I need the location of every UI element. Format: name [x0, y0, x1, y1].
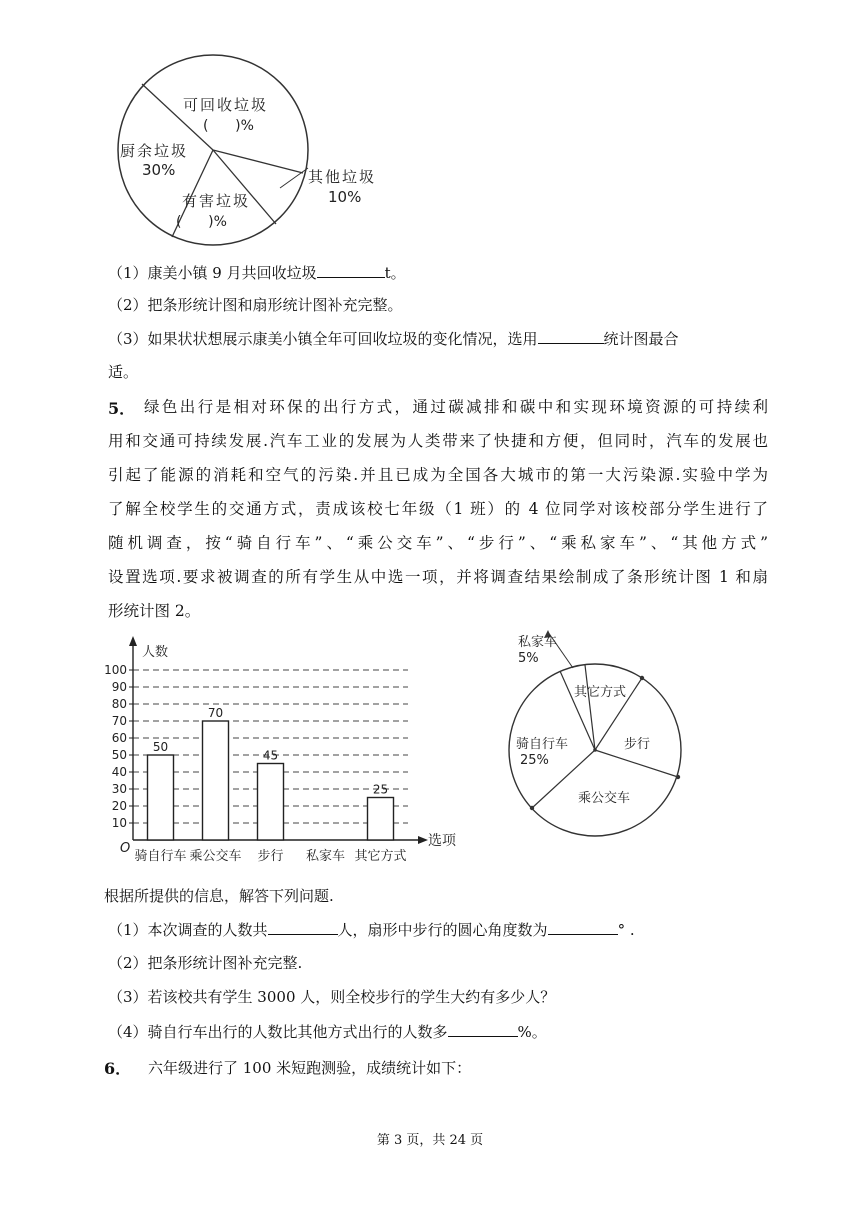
category-label: 步行 — [257, 849, 284, 864]
q6-number: 6． — [104, 1059, 132, 1078]
bike-label: 骑自行车 — [516, 737, 569, 752]
y-tick-label: 10 — [111, 816, 127, 830]
category-label: 乘公交车 — [189, 849, 242, 864]
hazardous-label: 有害垃圾 — [182, 192, 251, 210]
q4-sub3 — [108, 327, 679, 349]
category-label: 其它方式 — [354, 849, 407, 864]
bar — [258, 764, 284, 841]
transport-bar-chart — [104, 630, 478, 868]
q5-sub4 — [108, 1020, 547, 1042]
q4-sub3-continued: 适。 — [108, 363, 139, 381]
q4-sub3-text: （3）如果状状想展示康美小镇全年可回收垃圾的变化情况，选用 — [108, 330, 538, 348]
walk-label: 步行 — [624, 737, 651, 752]
y-axis-arrow — [129, 636, 137, 646]
q4-sub1 — [108, 261, 406, 283]
y-tick-label: 70 — [111, 714, 127, 728]
bar-value-label: 70 — [207, 706, 224, 720]
q5-paragraph — [108, 390, 768, 628]
q6-text: 六年级进行了 100 米短跑测验，成绩统计如下： — [148, 1059, 472, 1077]
q5-sub3: （3）若该校共有学生 3000 人，则全校步行的学生大约有多少人？ — [108, 988, 556, 1006]
recyclable-percent: ( )% — [203, 118, 254, 134]
page-footer: 第 3 页，共 24 页 — [376, 1133, 484, 1148]
y-tick-label: 40 — [111, 765, 127, 779]
answer-blank — [448, 1020, 518, 1037]
pie-divider — [213, 150, 303, 173]
pie-divider — [142, 84, 213, 150]
q4-sub3-tail: 统计图最合 — [603, 330, 679, 348]
garbage-pie-chart — [108, 40, 408, 240]
bar-value-label: 25 — [372, 782, 389, 797]
y-tick-label: 90 — [111, 680, 127, 694]
q5-sub4-unit: %。 — [517, 1023, 547, 1041]
pie-point — [676, 775, 680, 779]
q5-line: 用和交通可持续发展.汽车工业的发展为人类带来了快捷和方便，但同时，汽车的发展也 — [108, 432, 768, 450]
y-tick-label: 80 — [111, 697, 127, 711]
y-axis-label: 人数 — [142, 645, 169, 660]
bar-value-label: 45 — [262, 748, 279, 763]
bar — [368, 798, 394, 841]
answer-blank — [538, 327, 604, 344]
q5-sub1 — [108, 918, 635, 940]
answer-blank — [317, 261, 385, 278]
q5-sub1-text-b: 人，扇形中步行的圆心角度数为 — [337, 921, 548, 939]
q5-intro: 根据所提供的信息，解答下列问题. — [104, 887, 334, 905]
y-tick-label: 20 — [111, 799, 127, 813]
q4-sub1-unit: t。 — [384, 264, 406, 282]
q5-line: 设置选项.要求被调查的所有学生从中选一项，并将调查结果绘制成了条形统计图 1 和扇 — [108, 568, 768, 586]
category-label: 私家车 — [305, 849, 346, 864]
kitchen-percent: 30% — [142, 161, 176, 179]
recyclable-label: 可回收垃圾 — [183, 96, 269, 114]
x-axis-label: 选项 — [428, 833, 456, 849]
q5-number: 5． — [108, 399, 136, 418]
q5-line: 形统计图 2。 — [108, 602, 201, 620]
y-tick-label: 60 — [111, 731, 127, 745]
answer-blank — [548, 918, 618, 935]
y-tick-label: 100 — [104, 663, 127, 677]
q4-sub1-text: （1）康美小镇 9 月共回收垃圾 — [108, 264, 317, 282]
q5-sub1-text: （1）本次调查的人数共 — [108, 921, 268, 939]
pie-divider — [213, 150, 276, 224]
pie-point — [530, 806, 534, 810]
private-car-percent: 5% — [518, 651, 539, 666]
other-method-label: 其它方式 — [574, 685, 627, 700]
y-tick-label: 30 — [111, 782, 127, 796]
x-axis-arrow — [418, 836, 428, 844]
category-label: 骑自行车 — [134, 849, 187, 864]
bar-value-label: 50 — [152, 740, 169, 754]
private-car-label: 私家车 — [518, 635, 558, 650]
y-tick-label: 50 — [111, 748, 127, 762]
q5-line: 随机调查，按“骑自行车”、“乘公交车”、“步行”、“乘私家车”、“其他方式” — [108, 534, 768, 552]
pie-point — [640, 676, 644, 680]
bike-percent: 25% — [520, 753, 549, 768]
pie-point — [593, 748, 597, 752]
kitchen-label: 厨余垃圾 — [120, 142, 189, 160]
q5-sub2: （2）把条形统计图补充完整. — [108, 954, 303, 972]
q4-sub2: （2）把条形统计图和扇形统计图补充完整。 — [108, 296, 403, 314]
q5-sub1-degree: ° . — [617, 921, 635, 939]
bar — [148, 755, 174, 840]
other-garbage-percent: 10% — [328, 188, 362, 206]
answer-blank — [268, 918, 338, 935]
q5-line: 了解全校学生的交通方式，责成该校七年级（1 班）的 4 位同学对该校部分学生进行了 — [108, 500, 768, 518]
pie-divider — [595, 750, 678, 777]
q5-line: 引起了能源的消耗和空气的污染.并且已成为全国各大城市的第一大污染源.实验中学为 — [108, 466, 768, 484]
bus-label: 乘公交车 — [578, 791, 631, 806]
origin-label: O — [120, 841, 131, 856]
transport-pie-chart — [500, 630, 700, 840]
q5-line: 绿色出行是相对环保的出行方式，通过碳减排和碳中和实现环境资源的可持续利 — [144, 398, 768, 416]
q5-sub4-text: （4）骑自行车出行的人数比其他方式出行的人数多 — [108, 1023, 448, 1041]
other-garbage-label: 其他垃圾 — [308, 168, 377, 186]
hazardous-percent: ( )% — [176, 214, 227, 230]
bar — [203, 721, 229, 840]
